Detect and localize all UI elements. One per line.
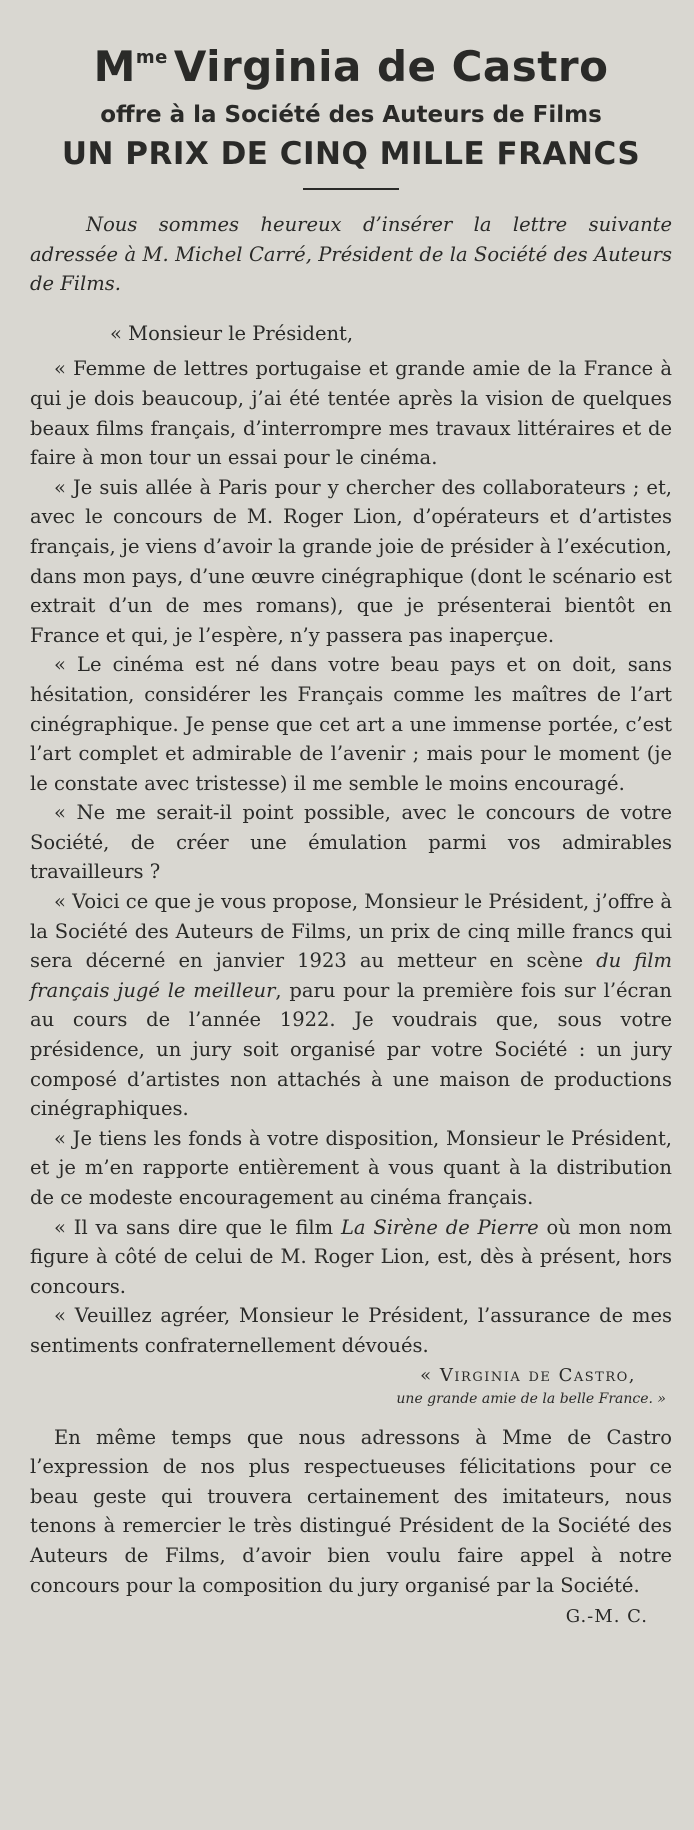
title-name: Virginia de Castro — [173, 42, 609, 91]
letter-paragraph-4: « Ne me serait-il point possible, avec le concours de votre Société, de créer une émulation parmi vos admirables travailleurs ? — [30, 801, 672, 884]
intro-paragraph: Nous sommes heureux d’insérer la lettre suivante adressée à M. Michel Carré, Président de la Société des Auteurs de Films. — [30, 213, 672, 296]
letter-paragraph-2: « Je suis allée à Paris pour y chercher des collaborateurs ; et, avec le concours de M. Roger Lion, d’opérateurs et d’artistes français, je viens d’avoir la grande joie de présider à l’exécution, dans mon pays, d’une œuvre cinégraphique (dont le scénario est extrait d’un de mes romans), que je présenterai bientôt en France et qui, je l’espère, n’y passera pas inaperçue. — [30, 475, 672, 647]
letter-paragraph-5-emphasis: du film français jugé le meilleur — [30, 949, 672, 1002]
title-divider — [303, 188, 399, 190]
letter-paragraph-7-end: où mon nom figure à côté de celui de M. Roger Lion, est, dès à présent, hors concours. — [30, 1215, 672, 1298]
title-prefix: M — [93, 42, 136, 91]
letter-paragraph-3: « Le cinéma est né dans votre beau pays et on doit, sans hésitation, considérer les Français comme les maîtres de l’art cinégraphique. Je pense que cet art a une immense portée, c’est l’art complet et admirable de l’avenir ; mais pour le moment (je le constate avec tristesse) il me semble le moins encouragé. — [30, 653, 672, 795]
prize-headline: UN PRIX DE CINQ MILLE FRANCS — [61, 136, 641, 172]
letter-salutation: « Monsieur le Président, — [110, 321, 354, 345]
article-subtitle: offre à la Société des Auteurs de Films — [100, 102, 602, 128]
author-initials: G.-M. C. — [565, 1606, 648, 1628]
film-title: La Sirène de Pierre — [340, 1215, 539, 1239]
letter-paragraph-8: « Veuillez agréer, Monsieur le Président, l’assurance de mes sentiments confraternellement dévoués. — [30, 1304, 672, 1357]
letter-paragraph-5-start: « Voici ce que je vous propose, Monsieur le Président, j’offre à la Société des Auteurs de Films, un prix de cinq mille francs qui sera décerné en janvier 1923 au metteur en scène — [30, 890, 672, 973]
signature-tagline: une grande amie de la belle France. » — [396, 1390, 666, 1407]
letter-paragraph-6: « Je tiens les fonds à votre disposition, Monsieur le Président, et je m’en rapporte entièrement à vous quant à la distribution de ce modeste encouragement au cinéma français. — [30, 1126, 672, 1209]
letter-paragraph-7 — [30, 1213, 672, 1302]
letter-paragraph-5-end: , paru pour la première fois sur l’écran au cours de l’année 1922. Je voudrais que, sous votre présidence, un jury soit organisé par votre Société : un jury composé d’artistes non attachés à une maison de productions cinégraphiques. — [30, 978, 672, 1121]
article-title — [30, 34, 672, 91]
letter-paragraph-5 — [30, 887, 672, 1124]
letter-paragraph-7-start: « Il va sans dire que le film — [54, 1215, 341, 1239]
letter-paragraph-1: « Femme de lettres portugaise et grande amie de la France à qui je dois beaucoup, j’ai été tentée après la vision de quelques beaux films français, d’interrompre mes travaux littéraires et de faire à mon tour un essai pour le cinéma. — [30, 357, 672, 470]
title-superscript: me — [135, 47, 168, 68]
letter-signature: « Virginia de Castro, — [420, 1364, 636, 1386]
closing-paragraph: En même temps que nous adressons à Mme de Castro l’expression de nos plus respectueuses félicitations pour ce beau geste qui trouvera certainement des imitateurs, nous tenons à remercier le très distingué Président de la Société des Auteurs de Films, d’avoir bien voulu faire appel à notre concours pour la composition du jury organisé par la Société. — [30, 1425, 672, 1597]
